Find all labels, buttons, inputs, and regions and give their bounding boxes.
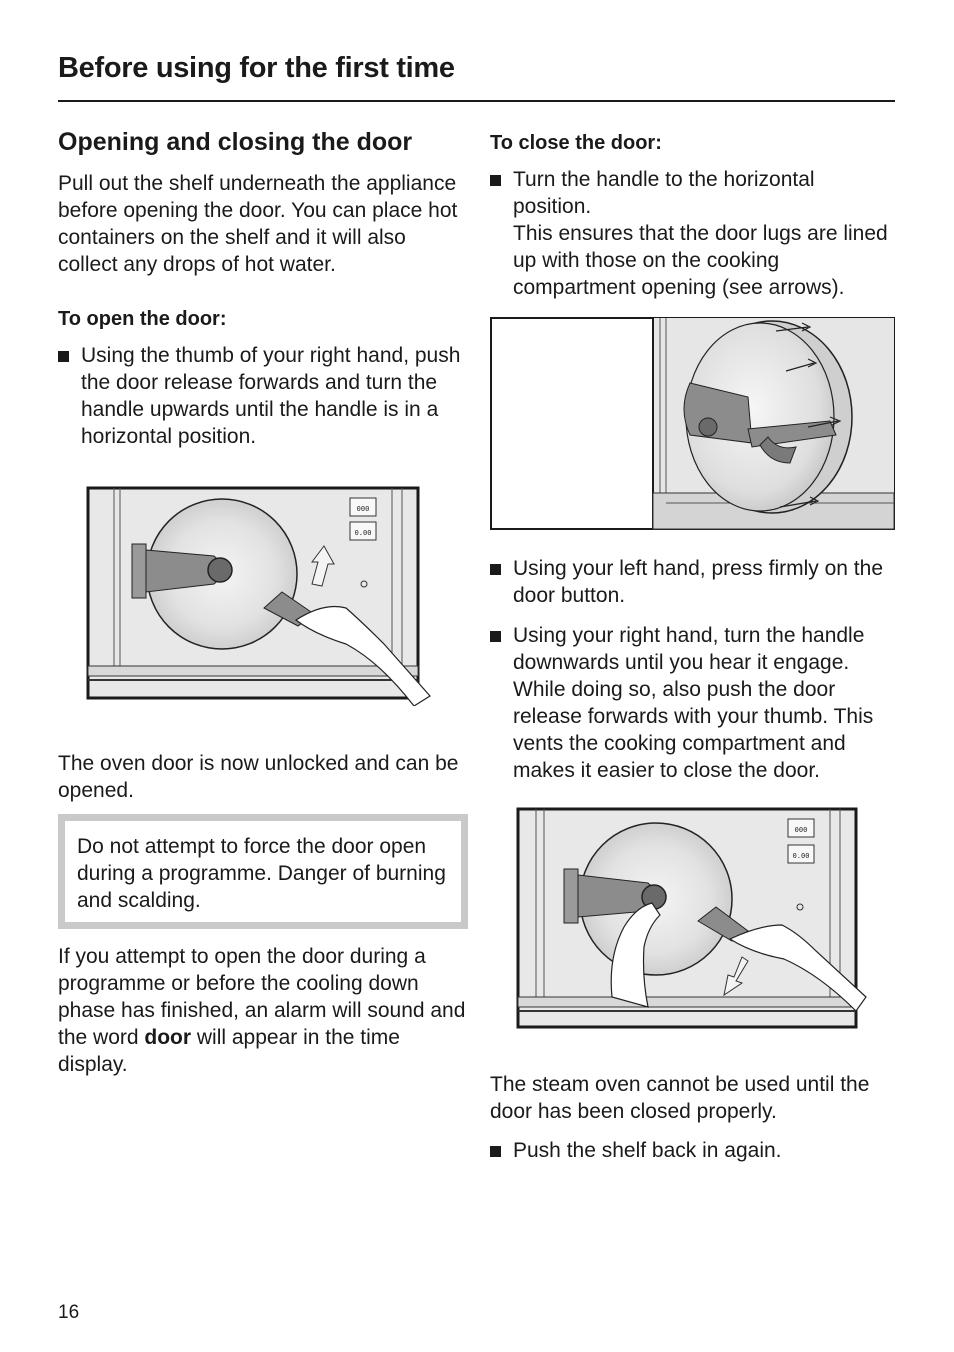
bullet-square-icon [58,351,69,362]
panel-display-bottom: 0.00 [792,852,810,860]
close-step-3 [490,622,895,784]
title-divider [58,100,895,102]
panel-display-bottom: 0.00 [354,529,372,537]
left-column [58,124,468,1078]
page-title: Before using for the first time [58,52,455,84]
close-step-2 [490,555,895,609]
intro-paragraph: Pull out the shelf underneath the appliance before opening the door. You can place hot containers on the shelf and it will also collect any drops of hot water. [58,172,458,276]
final-step-text: Push the shelf back in again. [513,1139,782,1162]
closed-paragraph: The steam oven cannot be used until the door has been closed properly. [490,1073,870,1123]
bullet-square-icon [490,564,501,575]
warning-text: Do not attempt to force the door open during a programme. Danger of burning and scalding. [77,835,446,912]
close-step-1-text: Turn the handle to the horizontal position. [513,168,815,218]
bullet-square-icon [490,631,501,642]
alarm-word-door: door [144,1026,192,1049]
close-step-3-text: Using your right hand, turn the handle downwards until you hear it engage. While doing so, also push the door release forwards with your thumb. This vents the cooking compartment and makes it easier to close the door. [513,624,874,782]
panel-display-top: 000 [356,505,370,513]
door-lugs-illustration [490,317,895,531]
panel-display-top: 000 [794,826,808,834]
alarm-paragraph [58,943,468,1078]
warning-box [58,814,468,929]
section-heading: Opening and closing the door [58,128,413,156]
page-number: 16 [58,1302,80,1323]
bullet-square-icon [490,1146,501,1157]
final-step [490,1137,895,1164]
close-step-1 [490,166,895,301]
close-door-heading: To close the door: [490,132,662,154]
open-step [58,342,468,450]
open-step-text: Using the thumb of your right hand, push the door release forwards and turn the handle upwards until the handle is in a horizontal position. [81,344,461,448]
open-door-heading: To open the door: [58,308,227,330]
alarm-text-after: will appear in the time display. [58,1026,400,1076]
alarm-text-before: If you attempt to open the door during a programme or before the cooling down phase has finished, an alarm will sound and the word [58,945,466,1049]
unlocked-paragraph: The oven door is now unlocked and can be opened. [58,752,459,802]
right-column [490,124,895,1164]
close-door-illustration [516,807,872,1031]
close-step-1-note: This ensures that the door lugs are lined up with those on the cooking compartment opening (see arrows). [513,222,888,299]
bullet-square-icon [490,175,501,186]
close-step-2-text: Using your left hand, press firmly on the door button. [513,557,884,607]
open-door-illustration [84,484,434,706]
